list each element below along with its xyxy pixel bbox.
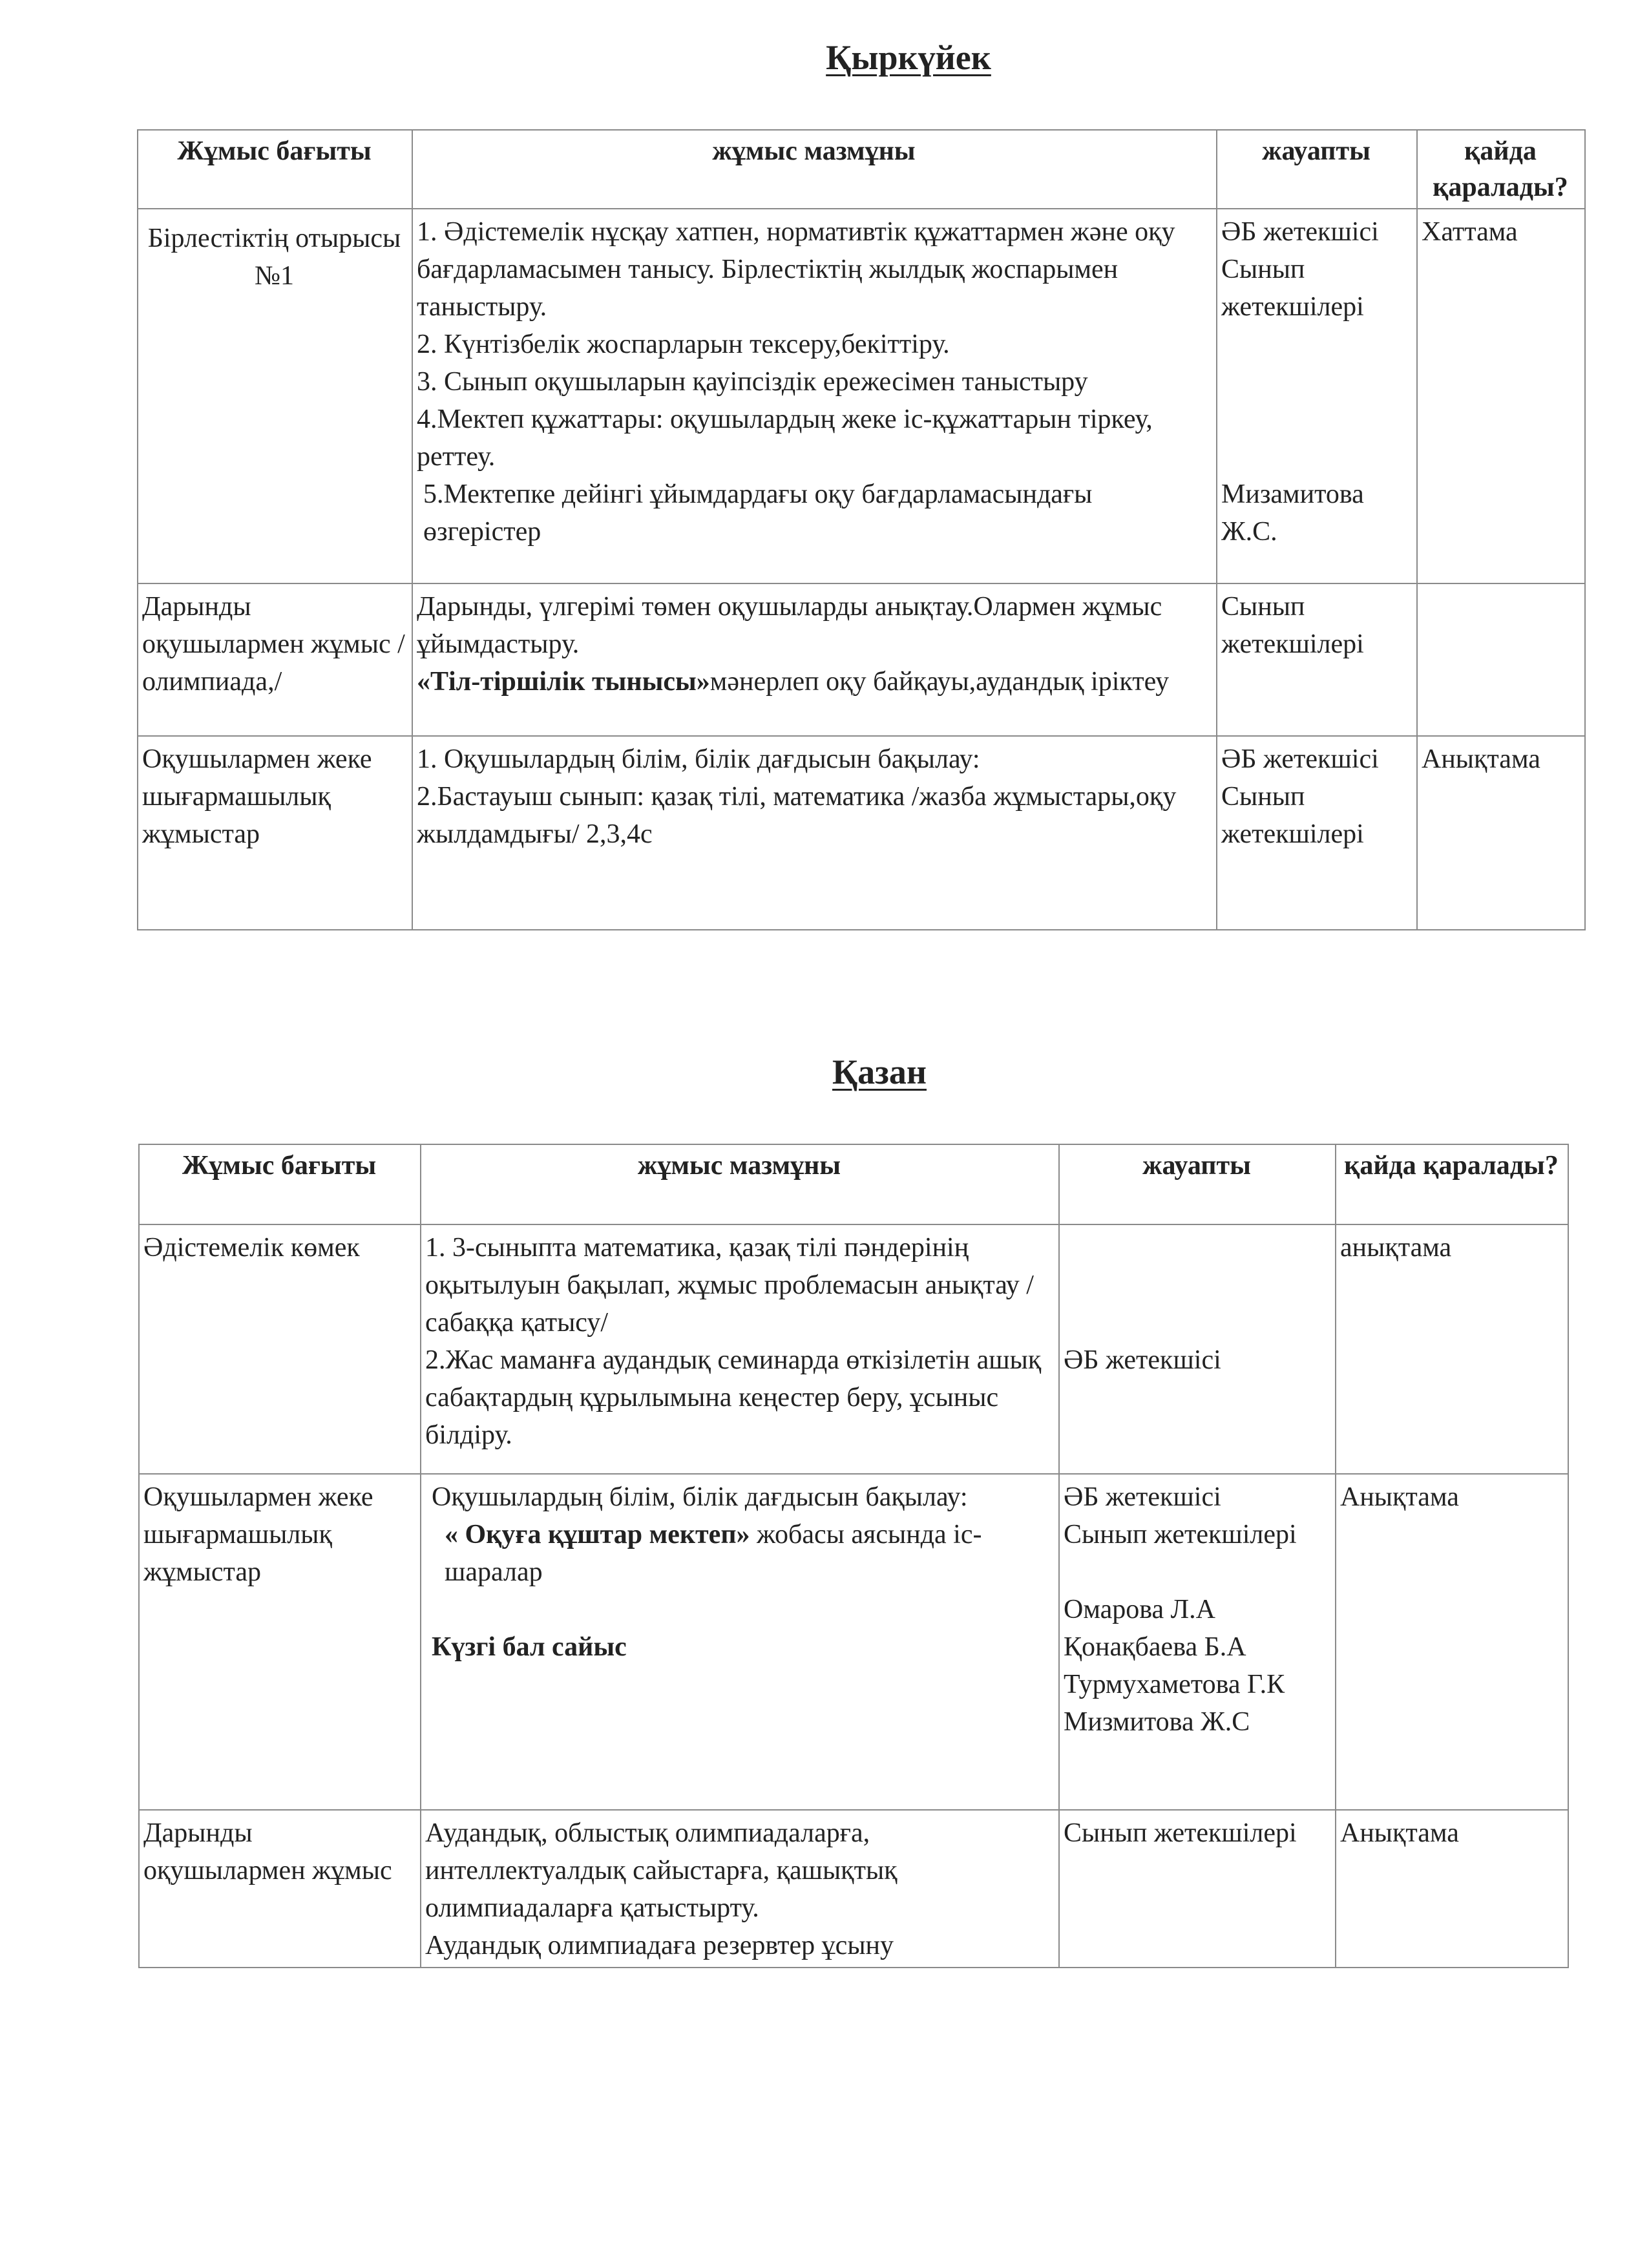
table-row (138, 736, 1585, 930)
responsible-item: Турмухаметова Г.К (1064, 1670, 1285, 1699)
responsible-item: ӘБ жетекшісі (1221, 217, 1379, 247)
header-where: қайда қаралады? (1417, 130, 1585, 209)
row-direction: Дарынды оқушылармен жұмыс /олимпиада,/ (138, 583, 412, 736)
header-responsible: жауапты (1217, 130, 1417, 209)
table-row (139, 1810, 1568, 1968)
responsible-item: Омарова Л.А (1064, 1595, 1215, 1624)
content-bold: «Тіл-тіршілік тынысы» (417, 667, 710, 697)
row-responsible (1059, 1224, 1336, 1474)
row-content (421, 1474, 1059, 1810)
responsible-item: Қонақбаева Б.А (1064, 1632, 1246, 1662)
content-after: жобасы аясында іс-шаралар (445, 1520, 982, 1587)
plan-table-september (137, 129, 1586, 930)
content-item: 2.Жас маманға аудандық семинарда өткізілетін ашық сабақтардың құрылымына кеңестер беру, ұсыныс білдіру. (425, 1345, 1042, 1450)
table-row (139, 1474, 1568, 1810)
responsible-item: Сынып жетекшілері (1221, 782, 1364, 849)
responsible-item: ӘБ жетекшісі (1064, 1482, 1221, 1512)
row-content (421, 1810, 1059, 1968)
plan-table-october (138, 1144, 1569, 1968)
row-where: Анықтама (1336, 1810, 1568, 1968)
section-title-october: Қазан (832, 1053, 927, 1091)
row-content (412, 736, 1217, 930)
row-responsible (1059, 1474, 1336, 1810)
section-title-september: Қыркүйек (826, 38, 991, 77)
responsible-item: Мизмитова Ж.С (1064, 1707, 1250, 1737)
header-responsible: жауапты (1059, 1144, 1336, 1224)
row-content (421, 1224, 1059, 1474)
header-content: жұмыс мазмұны (412, 130, 1217, 209)
table-row (138, 583, 1585, 736)
header-content: жұмыс мазмұны (421, 1144, 1059, 1224)
row-direction: Оқушылармен жеке шығармашылық жұмыстар (139, 1474, 421, 1810)
row-direction: Оқушылармен жеке шығармашылық жұмыстар (138, 736, 412, 930)
content-item: Аудандық олимпиадаға резервтер ұсыну (425, 1931, 894, 1960)
content-item: 1. Оқушылардың білім, білік дағдысын бақылау: (417, 744, 980, 774)
table-row (139, 1224, 1568, 1474)
content-after: мәнерлеп оқу байқауы,аудандық іріктеу (709, 667, 1170, 697)
row-where: анықтама (1336, 1224, 1568, 1474)
content-item: 3. Сынып оқушыларын қауіпсіздік ережесімен таныстыру (417, 367, 1088, 397)
row-where: Анықтама (1417, 736, 1585, 930)
row-responsible (1217, 736, 1417, 930)
responsible-item: Сынып жетекшілері (1064, 1520, 1297, 1549)
responsible-item: Мизамитова Ж.С. (1221, 479, 1364, 547)
row-direction: Әдістемелік көмек (139, 1224, 421, 1474)
row-responsible (1217, 209, 1417, 583)
content-item: 5.Мектепке дейінгі ұйымдардағы оқу бағдарламасындағы өзгерістер (423, 479, 1093, 547)
table-row (138, 209, 1585, 583)
header-direction: Жұмыс бағыты (138, 130, 412, 209)
content-item: 1. 3-сыныпта математика, қазақ тілі пәндерінің оқытылуын бақылап, жұмыс проблемасын анықтау /сабаққа қатысу/ (425, 1233, 1034, 1338)
row-responsible: Сынып жетекшілері (1217, 583, 1417, 736)
row-direction: Дарынды оқушылармен жұмыс (139, 1810, 421, 1968)
table-header-row (139, 1144, 1568, 1224)
responsible-item: Сынып жетекшілері (1221, 255, 1364, 322)
content-item: 4.Мектеп құжаттары: оқушылардың жеке іс-құжаттарын тіркеу, реттеу. (417, 404, 1153, 472)
content-item: 2.Бастауыш сынып: қазақ тілі, математика /жазба жұмыстары,оқу жылдамдығы/ 2,3,4с (417, 782, 1177, 849)
content-text: Дарынды, үлгерімі төмен оқушыларды анықтау.Олармен жұмыс ұйымдастыру. (417, 592, 1162, 659)
content-text: Оқушылардың білім, білік дағдысын бақылау: (432, 1482, 968, 1512)
responsible-item: ӘБ жетекшісі (1064, 1345, 1221, 1375)
row-where: Анықтама (1336, 1474, 1568, 1810)
content-bold: « Оқуға құштар мектеп» (445, 1520, 750, 1549)
table-header-row (138, 130, 1585, 209)
content-item: 1. Әдістемелік нұсқау хатпен, нормативтік құжаттармен және оқу бағдарламасымен танысу. Бірлестіктің жылдық жоспарымен таныстыру. (417, 217, 1175, 322)
header-where: қайда қаралады? (1336, 1144, 1568, 1224)
content-item: 2. Күнтізбелік жоспарларын тексеру,бекіттіру. (417, 330, 950, 359)
row-content (412, 209, 1217, 583)
header-direction: Жұмыс бағыты (139, 1144, 421, 1224)
row-direction: Бірлестіктің отырысы №1 (138, 209, 412, 583)
row-responsible: Сынып жетекшілері (1059, 1810, 1336, 1968)
row-where: Хаттама (1417, 209, 1585, 583)
row-content (412, 583, 1217, 736)
row-where (1417, 583, 1585, 736)
content-item: Аудандық, облыстық олимпиадаларға, интеллектуалдық сайыстарға, қашықтық олимпиадаларға қатыстырту. (425, 1818, 898, 1923)
responsible-item: ӘБ жетекшісі (1221, 744, 1379, 774)
content-bold-2: Күзгі бал сайыс (432, 1632, 627, 1662)
